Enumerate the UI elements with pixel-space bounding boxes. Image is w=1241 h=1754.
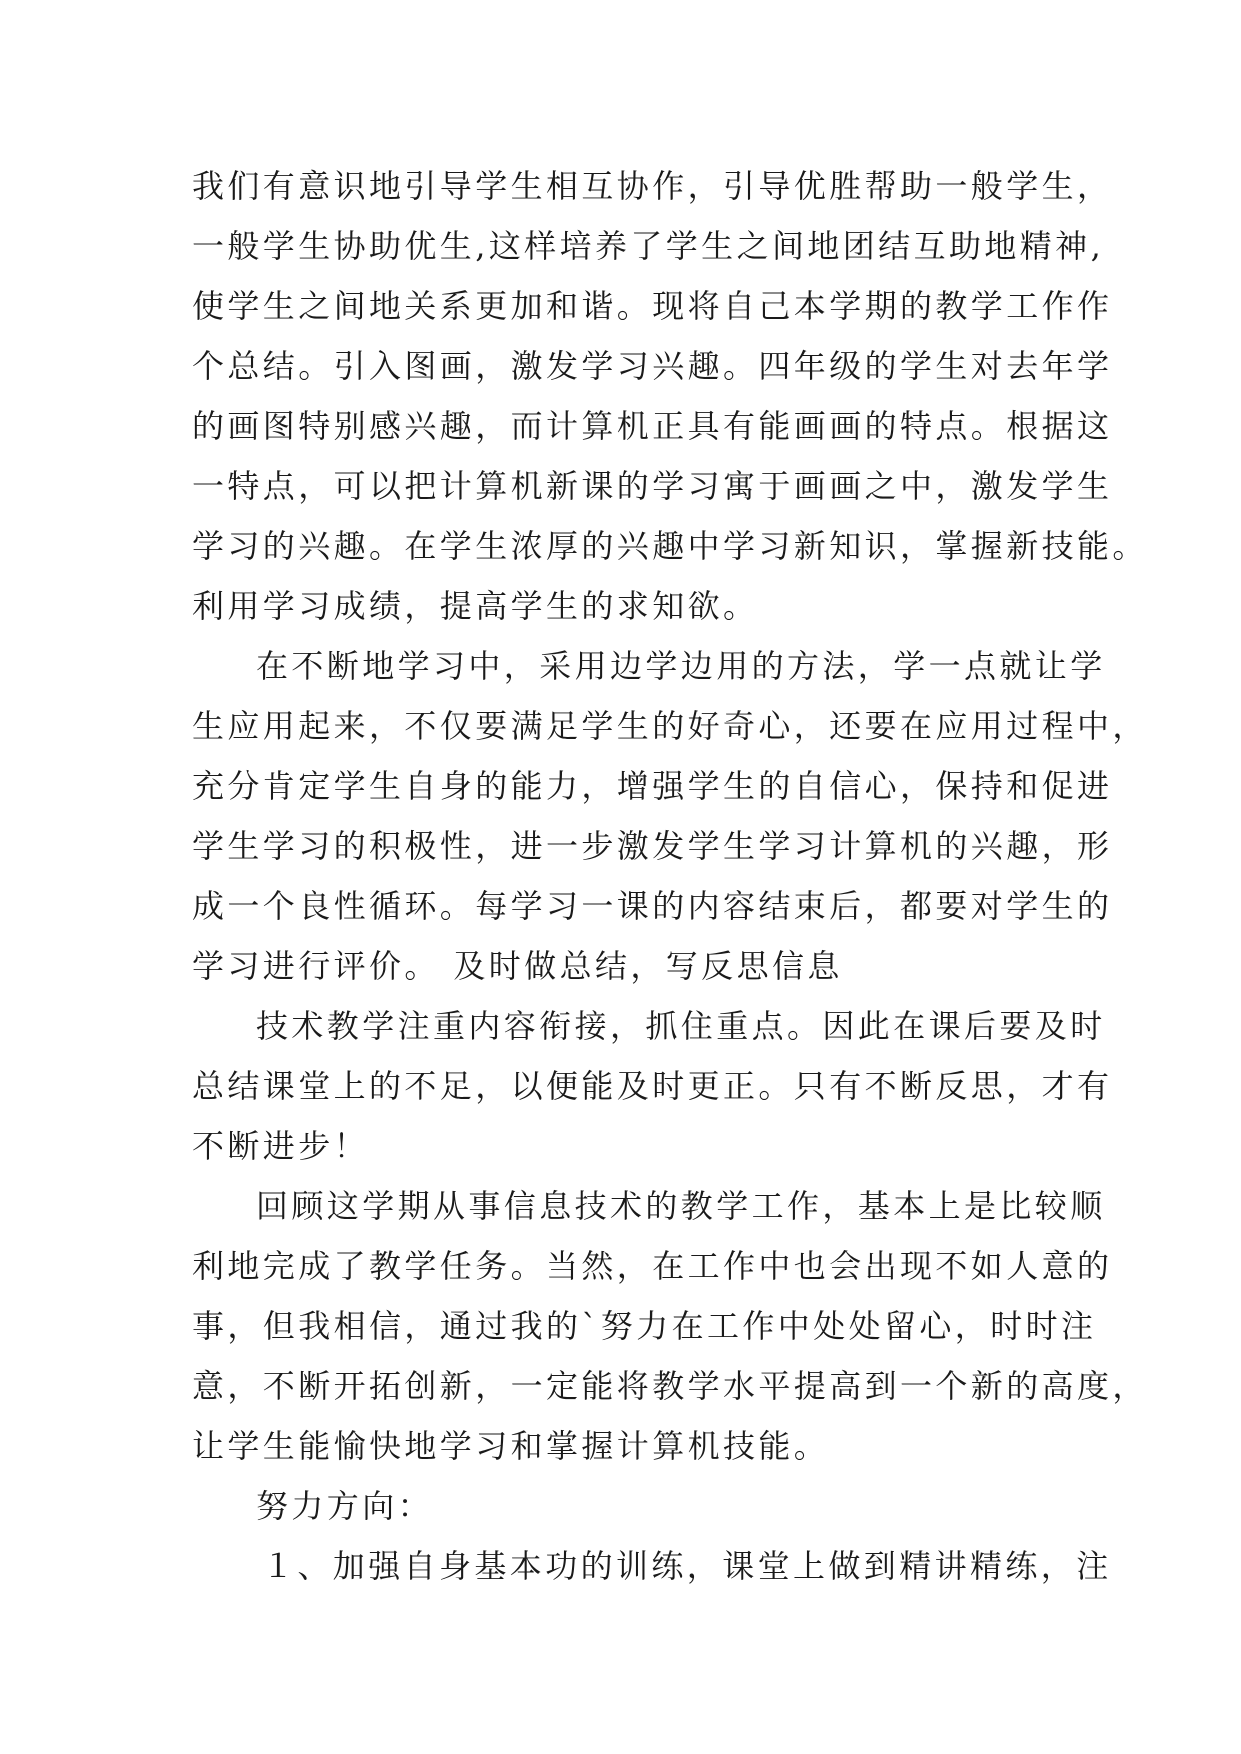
text-line-8: 利用学习成绩，提高学生的求知欲。 bbox=[192, 587, 759, 625]
text-line-1: 我们有意识地引导学生相互协作，引导优胜帮助一般学生， bbox=[192, 167, 1113, 205]
paragraph-4-start: 回顾这学期从事信息技术的教学工作，基本上是比较顺 bbox=[256, 1187, 1106, 1225]
text-line-11: 充分肯定学生自身的能力，增强学生的自信心，保持和促进 bbox=[192, 767, 1113, 805]
text-line-5: 的画图特别感兴趣，而计算机正具有能画画的特点。根据这 bbox=[192, 407, 1113, 445]
text-line-22: 让学生能愉快地学习和掌握计算机技能。 bbox=[192, 1427, 830, 1465]
paragraph-2-start: 在不断地学习中，采用边学边用的方法，学一点就让学 bbox=[256, 647, 1106, 685]
text-line-20: 事，但我相信，通过我的`努力在工作中处处留心，时时注 bbox=[192, 1307, 1097, 1345]
text-line-3: 使学生之间地关系更加和谐。现将自己本学期的教学工作作 bbox=[192, 287, 1113, 325]
text-line-12: 学生学习的积极性，进一步激发学生学习计算机的兴趣，形 bbox=[192, 827, 1113, 865]
list-item-1: １、加强自身基本功的训练，课堂上做到精讲精练，注 bbox=[262, 1547, 1112, 1585]
text-line-7: 学习的兴趣。在学生浓厚的兴趣中学习新知识，掌握新技能。 bbox=[192, 527, 1148, 565]
text-line-13: 成一个良性循环。每学习一课的内容结束后，都要对学生的 bbox=[192, 887, 1113, 925]
paragraph-3-start: 技术教学注重内容衔接，抓住重点。因此在课后要及时 bbox=[256, 1007, 1106, 1045]
text-line-4: 个总结。引入图画，激发学习兴趣。四年级的学生对去年学 bbox=[192, 347, 1113, 385]
text-line-21: 意，不断开拓创新，一定能将教学水平提高到一个新的高度， bbox=[192, 1367, 1148, 1405]
text-line-16: 总结课堂上的不足，以便能及时更正。只有不断反思，才有 bbox=[192, 1067, 1113, 1105]
text-line-2: 一般学生协助优生,这样培养了学生之间地团结互助地精神, bbox=[192, 227, 1105, 265]
text-line-17: 不断进步！ bbox=[192, 1127, 370, 1165]
text-line-14: 学习进行评价。 及时做总结，写反思信息 bbox=[192, 947, 843, 985]
text-line-6: 一特点，可以把计算机新课的学习寓于画画之中，激发学生 bbox=[192, 467, 1113, 505]
text-line-10: 生应用起来，不仅要满足学生的好奇心，还要在应用过程中， bbox=[192, 707, 1148, 745]
section-heading-effort-direction: 努力方向： bbox=[256, 1487, 434, 1525]
text-line-19: 利地完成了教学任务。当然，在工作中也会出现不如人意的 bbox=[192, 1247, 1113, 1285]
